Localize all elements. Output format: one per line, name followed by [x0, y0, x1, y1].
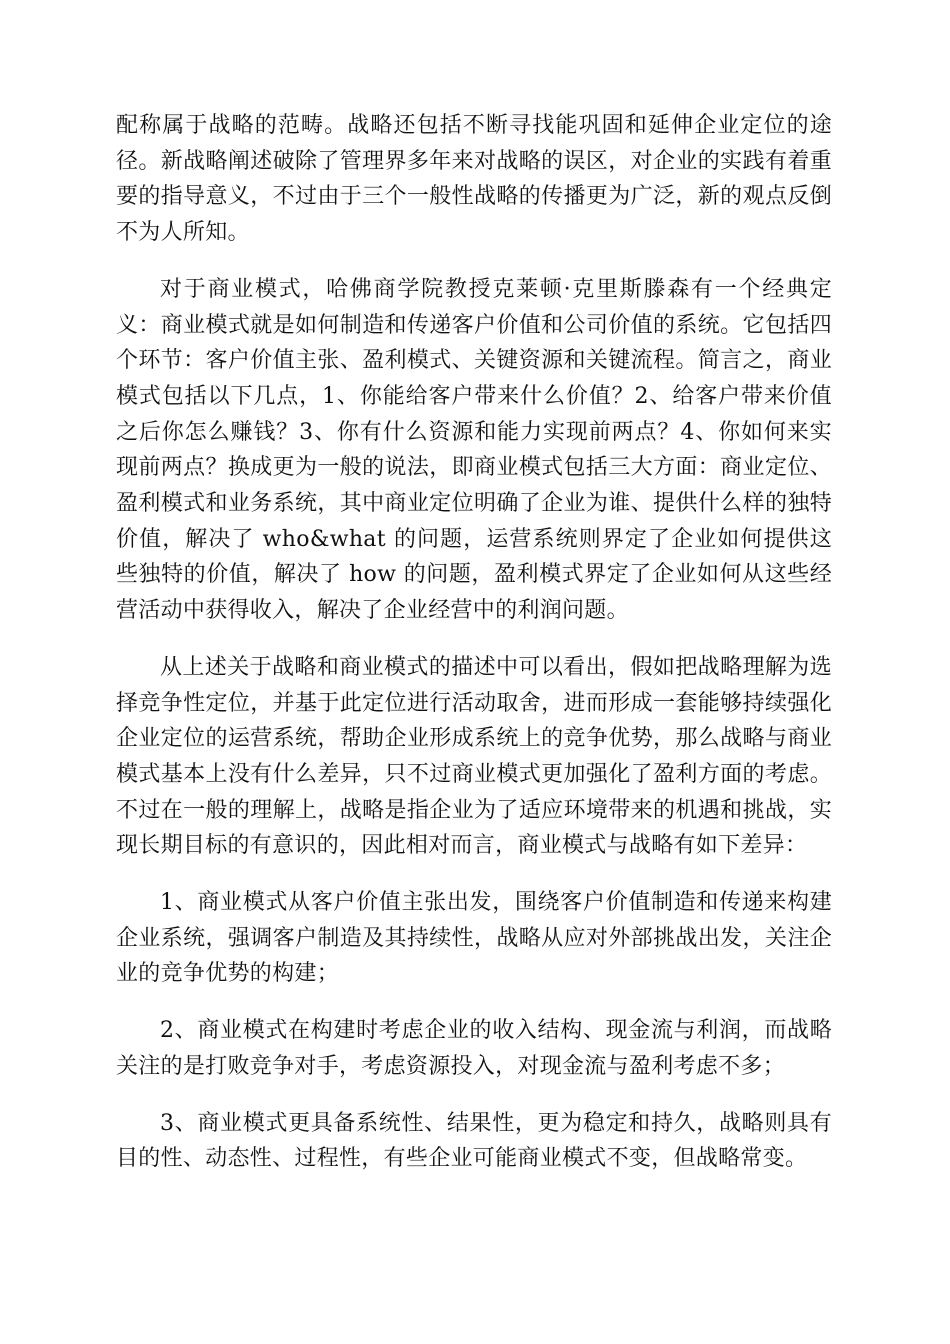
paragraph-difference-3: 3、商业模式更具备系统性、结果性，更为稳定和持久，战略则具有目的性、动态性、过程性，有些企业可能商业模式不变，但战略常变。: [116, 1110, 832, 1172]
paragraph-difference-2: 2、商业模式在构建时考虑企业的收入结构、现金流与利润，而战略关注的是打败竞争对手，考虑资源投入，对现金流与盈利考虑不多；: [116, 1018, 832, 1079]
paragraph-continuation: 配称属于战略的范畴。战略还包括不断寻找能巩固和延伸企业定位的途径。新战略阐述破除了管理界多年来对战略的误区，对企业的实践有着重要的指导意义，不过由于三个一般性战略的传播更为广泛，新的观点反倒不为人所知。: [116, 113, 832, 246]
paragraph-difference-1: 1、商业模式从客户价值主张出发，围绕客户价值制造和传递来构建企业系统，强调客户制造及其持续性，战略从应对外部挑战出发，关注企业的竞争优势的构建；: [116, 890, 832, 987]
paragraph-strategy-vs-model: 从上述关于战略和商业模式的描述中可以看出，假如把战略理解为选择竞争性定位，并基于此定位进行活动取舍，进而形成一套能够持续强化企业定位的运营系统，帮助企业形成系统上的竞争优势，那么战略与商业模式基本上没有什么差异，只不过商业模式更加强化了盈利方面的考虑。不过在一般的理解上，战略是指企业为了适应环境带来的机遇和挑战，实现长期目标的有意识的，因此相对而言，商业模式与战略有如下差异：: [116, 654, 832, 859]
document-page: [116, 108, 832, 1198]
paragraph-business-model-definition: 对于商业模式，哈佛商学院教授克莱顿·克里斯滕森有一个经典定义：商业模式就是如何制造和传递客户价值和公司价值的系统。它包括四个环节：客户价值主张、盈利模式、关键资源和关键流程。简言之，商业模式包括以下几点，1、你能给客户带来什么价值？2、给客户带来价值之后你怎么赚钱？3、你有什么资源和能力实现前两点？4、你如何来实现前两点？换成更为一般的说法，即商业模式包括三大方面：商业定位、盈利模式和业务系统，其中商业定位明确了企业为谁、提供什么样的独特价值，解决了 who&what 的问题，运营系统则界定了企业如何提供这些独特的价值，解决了 how 的问题，盈利模式界定了企业如何从这些经营活动中获得收入，解决了企业经营中的利润问题。: [116, 276, 832, 624]
